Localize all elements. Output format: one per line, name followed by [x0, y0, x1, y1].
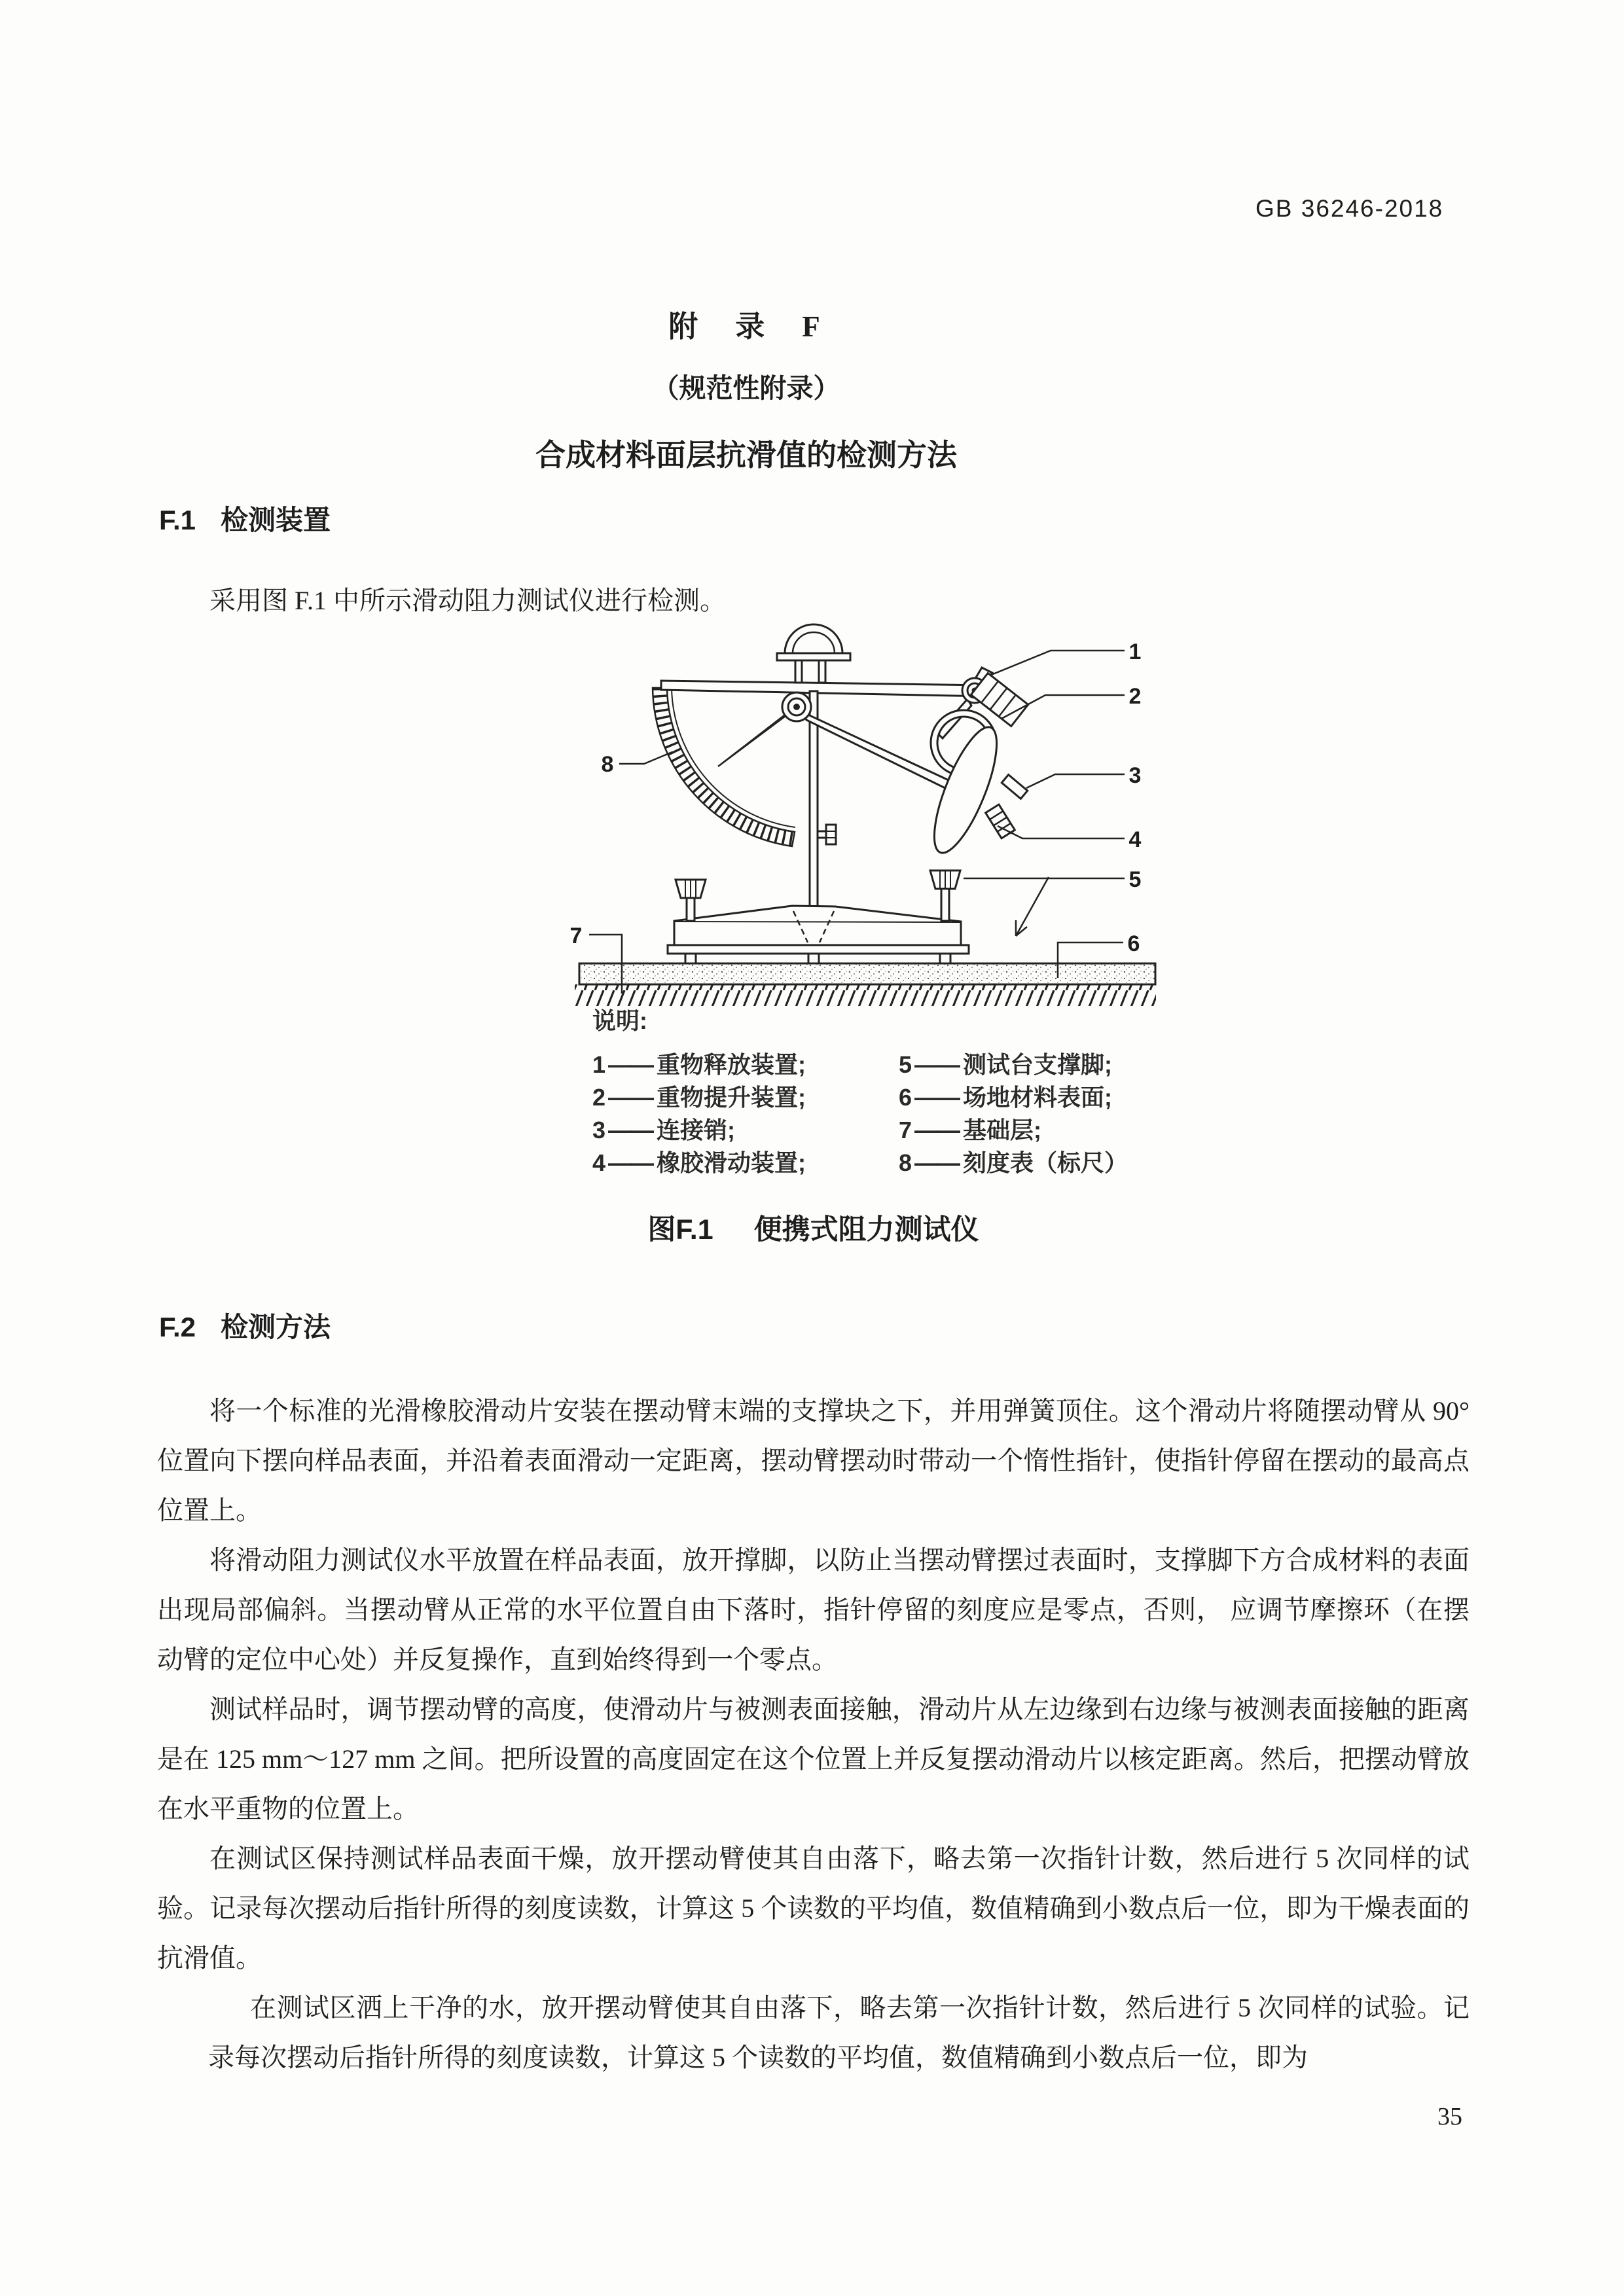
- legend-dash: ——: [608, 1084, 653, 1111]
- legend-dash: ——: [914, 1117, 960, 1143]
- part-label-5: 5: [1128, 867, 1142, 892]
- paragraph: 在测试区保持测试样品表面干燥，放开摆动臂使其自由落下，略去第一次指针计数，然后进行 5 次同样的试验。记录每次摆动后指针所得的刻度读数，计算这 5 个读数的平均值，数值精确到小数点后一位，即为干燥表面的抗滑值。: [157, 1844, 1470, 1973]
- part-label-8: 8: [601, 752, 614, 777]
- legend-label: 测试台支撑脚;: [963, 1051, 1113, 1078]
- appendix-subtitle: （规范性附录）: [652, 373, 840, 403]
- legend-label: 重物释放装置;: [657, 1051, 806, 1078]
- legend-item-2: [592, 1079, 899, 1112]
- section-f2-body: [157, 1386, 1470, 2083]
- legend-no: 8: [899, 1149, 912, 1176]
- legend-label: 基础层;: [963, 1117, 1042, 1143]
- legend-no: 4: [592, 1149, 606, 1176]
- appendix-title-block: [92, 302, 1401, 475]
- legend-dash: ——: [608, 1117, 653, 1143]
- section-heading-f1: [159, 499, 331, 538]
- legend-label: 刻度表（标尺）: [963, 1149, 1128, 1176]
- section-number: F.2: [159, 1312, 196, 1342]
- legend-item-1: [592, 1047, 899, 1079]
- part-label-6: 6: [1127, 931, 1140, 956]
- section-f1-intro: 采用图 F.1 中所示滑动阻力测试仪进行检测。: [209, 586, 727, 615]
- legend-no: 6: [899, 1084, 912, 1111]
- legend-item-6: [899, 1079, 1378, 1112]
- figure-f1: [563, 623, 1172, 1006]
- section-title: 检测方法: [221, 1312, 331, 1342]
- legend-label: 橡胶滑动装置;: [657, 1149, 806, 1176]
- part-label-4: 4: [1128, 827, 1142, 852]
- standard-number: GB 36246-2018: [1255, 195, 1444, 222]
- part-label-1: 1: [1128, 639, 1142, 664]
- figure-caption-title: 便携式阻力测试仪: [753, 1214, 979, 1246]
- legend-no: 5: [899, 1051, 912, 1078]
- legend-dash: ——: [914, 1051, 960, 1078]
- paragraph: 将滑动阻力测试仪水平放置在样品表面，放开撑脚，以防止当摆动臂摆过表面时，支撑脚下方合成材料的表面出现局部偏斜。当摆动臂从正常的水平位置自由下落时，指针停留的刻度应是零点，否则， 应调节摩擦环（在摆动臂的定位中心处）并反复操作，直到始终得到一个零点。: [157, 1545, 1470, 1674]
- figure-legend: [592, 1003, 1378, 1177]
- legend-grid: [592, 1047, 1378, 1177]
- part-label-2: 2: [1128, 684, 1142, 709]
- pendulum-tester-diagram: [563, 623, 1172, 1006]
- legend-no: 1: [592, 1051, 606, 1078]
- legend-item-8: [899, 1145, 1378, 1177]
- connecting-pin: [1001, 775, 1027, 799]
- legend-no: 3: [592, 1117, 606, 1143]
- central-pivot: [782, 692, 811, 721]
- legend-dash: ——: [914, 1084, 960, 1111]
- section-title: 检测装置: [221, 505, 331, 535]
- legend-item-4: [592, 1145, 899, 1177]
- legend-label: 连接销;: [657, 1117, 736, 1143]
- leveling-foot-left: [676, 880, 706, 921]
- paragraph: 测试样品时，调节摆动臂的高度，使滑动片与被测表面接触，滑动片从左边缘到右边缘与被测表面接触的距离是在 125 mm～127 mm 之间。把所设置的高度固定在这个位置上并反复摆动滑动片以核定距离。然后，把摆动臂放在水平重物的位置上。: [157, 1695, 1470, 1823]
- legend-item-3: [592, 1112, 899, 1145]
- legend-no: 7: [899, 1117, 912, 1143]
- part-label-7: 7: [569, 924, 583, 948]
- legend-label: 重物提升装置;: [657, 1084, 806, 1111]
- part-label-3: 3: [1128, 763, 1142, 788]
- legend-no: 2: [592, 1084, 606, 1111]
- appendix-name: 合成材料面层抗滑值的检测方法: [535, 439, 957, 472]
- base-plate: [668, 906, 969, 963]
- appendix-title: 附 录 F: [668, 310, 824, 343]
- section-heading-f2: [159, 1306, 331, 1345]
- legend-title: 说明:: [592, 1007, 647, 1034]
- legend-dash: ——: [608, 1051, 653, 1078]
- figure-caption-number: 图F.1: [647, 1214, 713, 1246]
- surface-layer: [579, 963, 1155, 984]
- section-number: F.1: [159, 505, 196, 535]
- leveling-foot-right: [930, 870, 960, 921]
- legend-label: 场地材料表面;: [963, 1084, 1113, 1111]
- legend-dash: ——: [608, 1149, 653, 1176]
- legend-item-7: [899, 1112, 1378, 1145]
- legend-dash: ——: [914, 1149, 960, 1176]
- paragraph: 在测试区洒上干净的水，放开摆动臂使其自由落下，略去第一次指针计数，然后进行 5 次同样的试验。记录每次摆动后指针所得的刻度读数，计算这 5 个读数的平均值，数值精确到小数点后一位，即为: [208, 1993, 1470, 2072]
- figure-caption: [157, 1208, 1470, 1247]
- paragraph: 将一个标准的光滑橡胶滑动片安装在摆动臂末端的支撑块之下，并用弹簧顶住。这个滑动片将随摆动臂从 90°位置向下摆向样品表面，并沿着表面滑动一定距离，摆动臂摆动时带动一个惰性指针，使指针停留在摆动的最高点位置上。: [157, 1396, 1470, 1525]
- scale-arc: [653, 688, 795, 846]
- release-knob: [777, 624, 850, 683]
- legend-item-5: [899, 1047, 1378, 1079]
- page-number: 35: [1437, 2103, 1462, 2130]
